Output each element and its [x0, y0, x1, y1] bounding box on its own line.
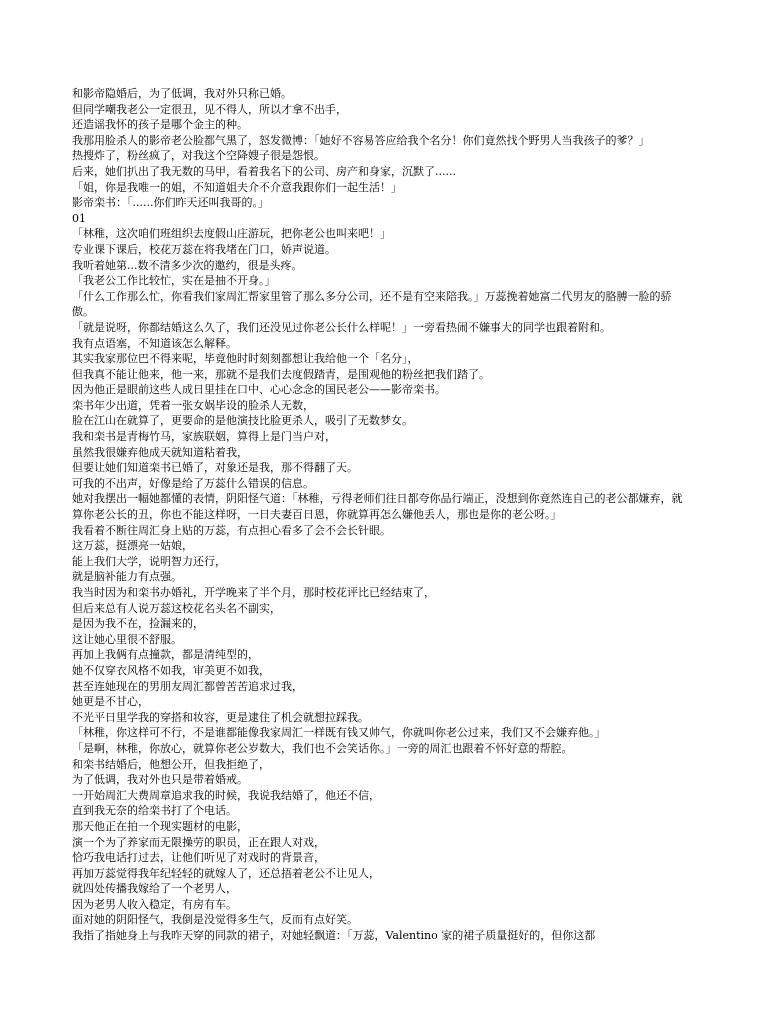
paragraph: 甚至连她现在的男朋友周汇都曾苦苦追求过我， [72, 679, 303, 693]
paragraph: 她不仅穿衣风格不如我，审美更不如我， [72, 663, 270, 677]
paragraph: 我指了指她身上与我昨天穿的同款的裙子，对她轻飘道：「万蕊，Valentino 家的裙子质量挺好的，但你这都 [72, 929, 596, 943]
document-page [72, 86, 692, 944]
paragraph: 栾书年少出道，凭着一张女娲毕设的脸杀人无数， [72, 398, 314, 412]
paragraph: 「姐，你是我唯一的姐，不知道姐夫介不介意我跟你们一起生活！」 [72, 180, 402, 194]
paragraph: 是因为我不在，捡漏来的， [72, 617, 204, 631]
paragraph: 演一个为了养家而无限操劳的职员，正在跟人对戏， [72, 835, 325, 849]
paragraph: 但同学嘲我老公一定很丑，见不得人，所以才拿不出手， [72, 102, 347, 116]
paragraph: 那天他正在拍一个现实题材的电影， [72, 819, 248, 833]
paragraph: 我那用脸杀人的影帝老公脸都气黑了，怒发微博：「她好不容易答应给我个名分！你们竟然找个野男人当我孩子的爹？」 [72, 133, 650, 147]
paragraph: 但要让她们知道栾书已婚了，对象还是我，那不得翻了天。 [72, 461, 358, 475]
paragraph: 脸在江山在就算了，更要命的是他演技比脸更杀人，吸引了无数梦女。 [72, 414, 413, 428]
paragraph: 还造谣我怀的孩子是哪个金主的种。 [72, 118, 248, 132]
paragraph: 专业课下课后，校花万蕊在将我堵在门口，娇声说道。 [72, 242, 336, 256]
paragraph: 能上我们大学，说明智力还行， [72, 554, 226, 568]
paragraph: 「就是说呀，你都结婚这么久了，我们还没见过你老公长什么样呢！」一旁看热闹不嫌事大的同学也跟着附和。 [72, 320, 611, 334]
paragraph: 虽然我很嫌弃他成天就知道粘着我， [72, 445, 248, 459]
paragraph: 直到我无奈的给栾书打了个电话。 [72, 804, 237, 818]
paragraph: 面对她的阴阳怪气，我倒是没觉得多生气，反而有点好笑。 [72, 913, 358, 927]
chapter-number: 01 [72, 211, 86, 225]
paragraph: 不光平日里学我的穿搭和妆容，更是逮住了机会就想拉踩我。 [72, 710, 369, 724]
paragraph: 和影帝隐婚后，为了低调，我对外只称已婚。 [72, 87, 292, 100]
paragraph: 因为老男人收入稳定，有房有车。 [72, 897, 237, 911]
paragraph: 这万蕊，挺漂亮一姑娘， [72, 539, 193, 553]
paragraph: 一开始周汇大费周章追求我的时候，我说我结婚了，他还不信， [72, 788, 380, 802]
paragraph: 我看着不断往周汇身上贴的万蕊，有点担心看多了会不会长针眼。 [72, 523, 391, 537]
paragraph: 就四处传播我嫁给了一个老男人， [72, 882, 237, 896]
paragraph: 就是脑补能力有点强。 [72, 570, 182, 584]
paragraph: 她对我摆出一幅她都懂的表情，阴阳怪气道：「林稚，亏得老师们往日都夸你品行端正，没想到你竟然连自己的老公都嫌弃，就算你老公长的丑，你也不能这样呀，一日夫妻百日恩，你就算再怎么嫌他丢人，那也是你的老公呀。」 [72, 492, 683, 522]
paragraph: 和栾书结婚后，他想公开，但我拒绝了， [72, 757, 270, 771]
paragraph: 为了低调，我对外也只是带着婚戒。 [72, 773, 248, 787]
paragraph: 「我老公工作比较忙，实在是抽不开身。」 [72, 274, 276, 288]
paragraph: 我和栾书是青梅竹马，家族联姻，算得上是门当户对， [72, 430, 336, 444]
paragraph: 可我的不出声，好像是给了万蕊什么错误的信息。 [72, 476, 314, 490]
paragraph: 因为他正是眼前这些人成日里挂在口中、心心念念的国民老公——影帝栾书。 [72, 383, 446, 397]
paragraph: 再加万蕊觉得我年纪轻轻的就嫁人了，还总捂着老公不让见人， [72, 866, 380, 880]
paragraph: 影帝栾书：「......你们昨天还叫我哥的。」 [72, 196, 269, 210]
paragraph: 其实我家那位巴不得来呢，毕竟他时时刻刻都想让我给他一个「名分」， [72, 352, 419, 366]
paragraph: 「林稚，你这样可不行，不是谁都能像我家周汇一样既有钱又帅气，你就叫你老公过来，我们又不会嫌弃他。」 [72, 726, 606, 740]
paragraph: 我当时因为和栾书办婚礼，开学晚来了半个月，那时校花评比已经结束了， [72, 586, 435, 599]
paragraph: 「什么工作那么忙，你看我们家周汇帮家里管了那么多分公司，还不是有空来陪我。」万蕊挽着她富二代男友的胳膊一脸的骄傲。 [72, 289, 672, 319]
paragraph: 但我真不能让他来，他一来，那就不是我们去度假踏青，是围观他的粉丝把我们踏了。 [72, 367, 490, 381]
paragraph: 恰巧我电话打过去，让他们听见了对戏时的背景音， [72, 851, 325, 865]
paragraph: 她更是不甘心， [72, 695, 149, 709]
paragraph: 「是啊，林稚，你放心，就算你老公岁数大，我们也不会笑话你。」一旁的周汇也跟着不怀好意的帮腔。 [72, 741, 573, 755]
paragraph: 后来，她们扒出了我无数的马甲，看着我名下的公司、房产和身家，沉默了...... [72, 164, 456, 178]
paragraph: 但后来总有人说万蕊这校花名头名不副实， [72, 601, 281, 615]
paragraph: 再加上我俩有点撞款，都是清纯型的， [72, 648, 259, 662]
paragraph: 「林稚，这次咱们班组织去度假山庄游玩，把你老公也叫来吧！」 [72, 227, 391, 241]
paragraph: 我听着她第...数不清多少次的邀约，很是头疼。 [72, 258, 303, 272]
paragraph: 这让她心里很不舒服。 [72, 632, 182, 646]
paragraph: 我有点语塞，不知道该怎么解释。 [72, 336, 237, 350]
paragraph: 热搜炸了，粉丝疯了，对我这个空降嫂子很是怨恨。 [72, 149, 325, 163]
